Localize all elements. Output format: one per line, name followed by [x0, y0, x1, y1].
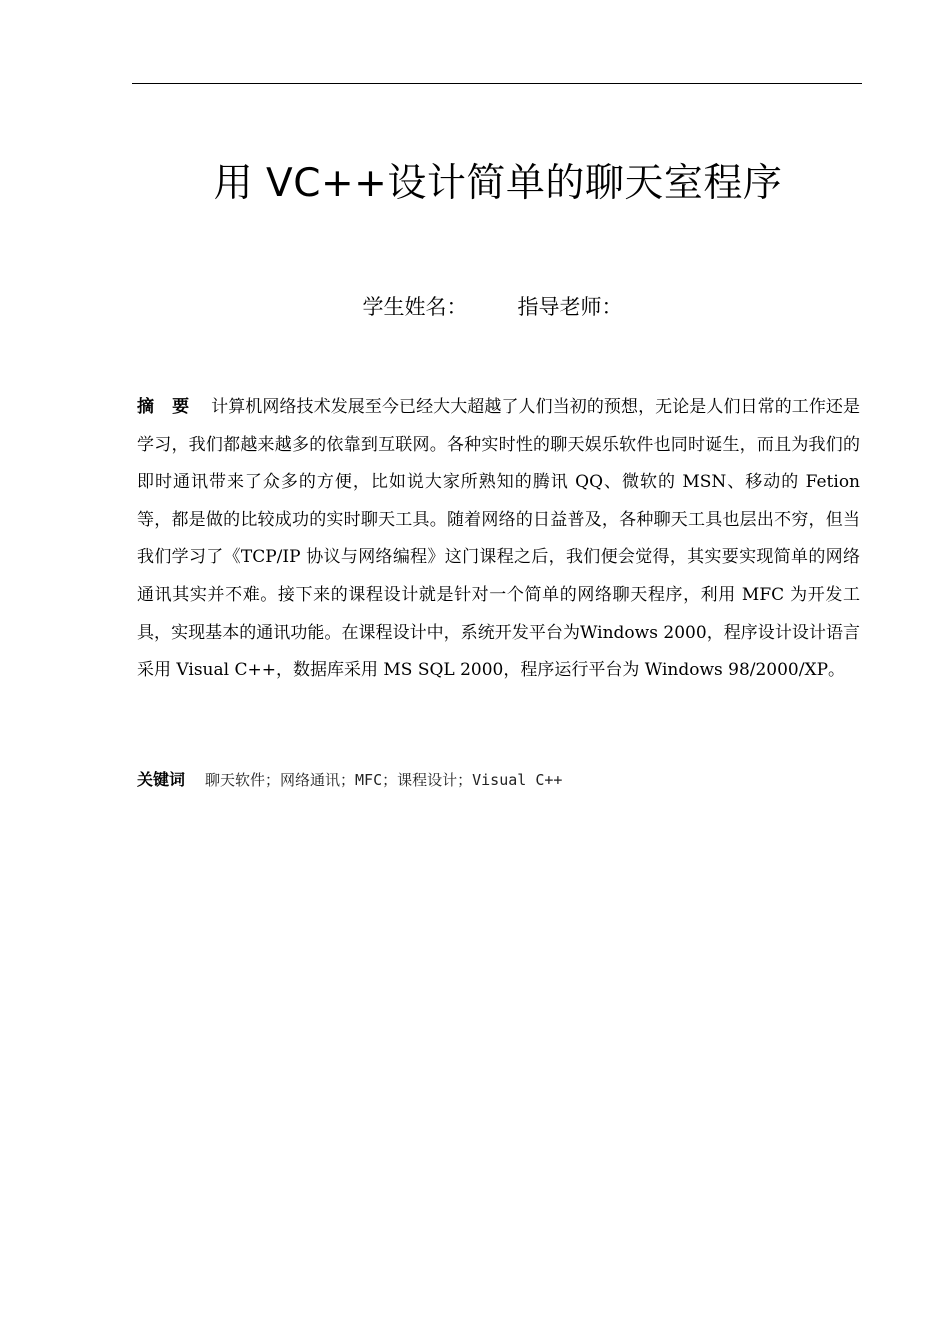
page-title: 用 VC++设计简单的聊天室程序 — [213, 161, 783, 206]
abstract-paragraph — [137, 389, 860, 690]
keywords-line — [137, 764, 860, 796]
advisor-label: 指导老师： — [517, 295, 623, 319]
author-line — [0, 291, 950, 323]
abstract-label: 摘要 — [137, 397, 208, 417]
abstract-text: 计算机网络技术发展至今已经大大超越了人们当初的预想，无论是人们日常的工作还是学习，我们都越来越多的依靠到互联网。各种实时性的聊天娱乐软件也同时诞生，而且为我们的即时通讯带来了众多的方便，比如说大家所熟知的腾讯 QQ、微软的 MSN、移动的 Fetion 等，都是做的比较成功的实时聊天工具。随着网络的日益普及，各种聊天工具也层出不穷，但当我们学习了《TCP/IP 协议与网络编程》这门课程之后，我们便会觉得，其实要实现简单的网络通讯其实并不难。接下来的课程设计就是针对一个简单的网络聊天程序，利用 MFC 为开发工具，实现基本的通讯功能。在课程设计中，系统开发平台为Windows 2000，程序设计设计语言采用 Visual C++，数据库采用 MS SQL 2000，程序运行平台为 Windows 98/2000/XP。 — [137, 397, 861, 681]
keywords-text: 聊天软件；网络通讯；MFC；课程设计；Visual C++ — [205, 771, 563, 789]
student-name-label: 学生姓名： — [362, 295, 468, 319]
keywords-label: 关键词 — [137, 770, 186, 789]
header-rule — [132, 83, 862, 84]
